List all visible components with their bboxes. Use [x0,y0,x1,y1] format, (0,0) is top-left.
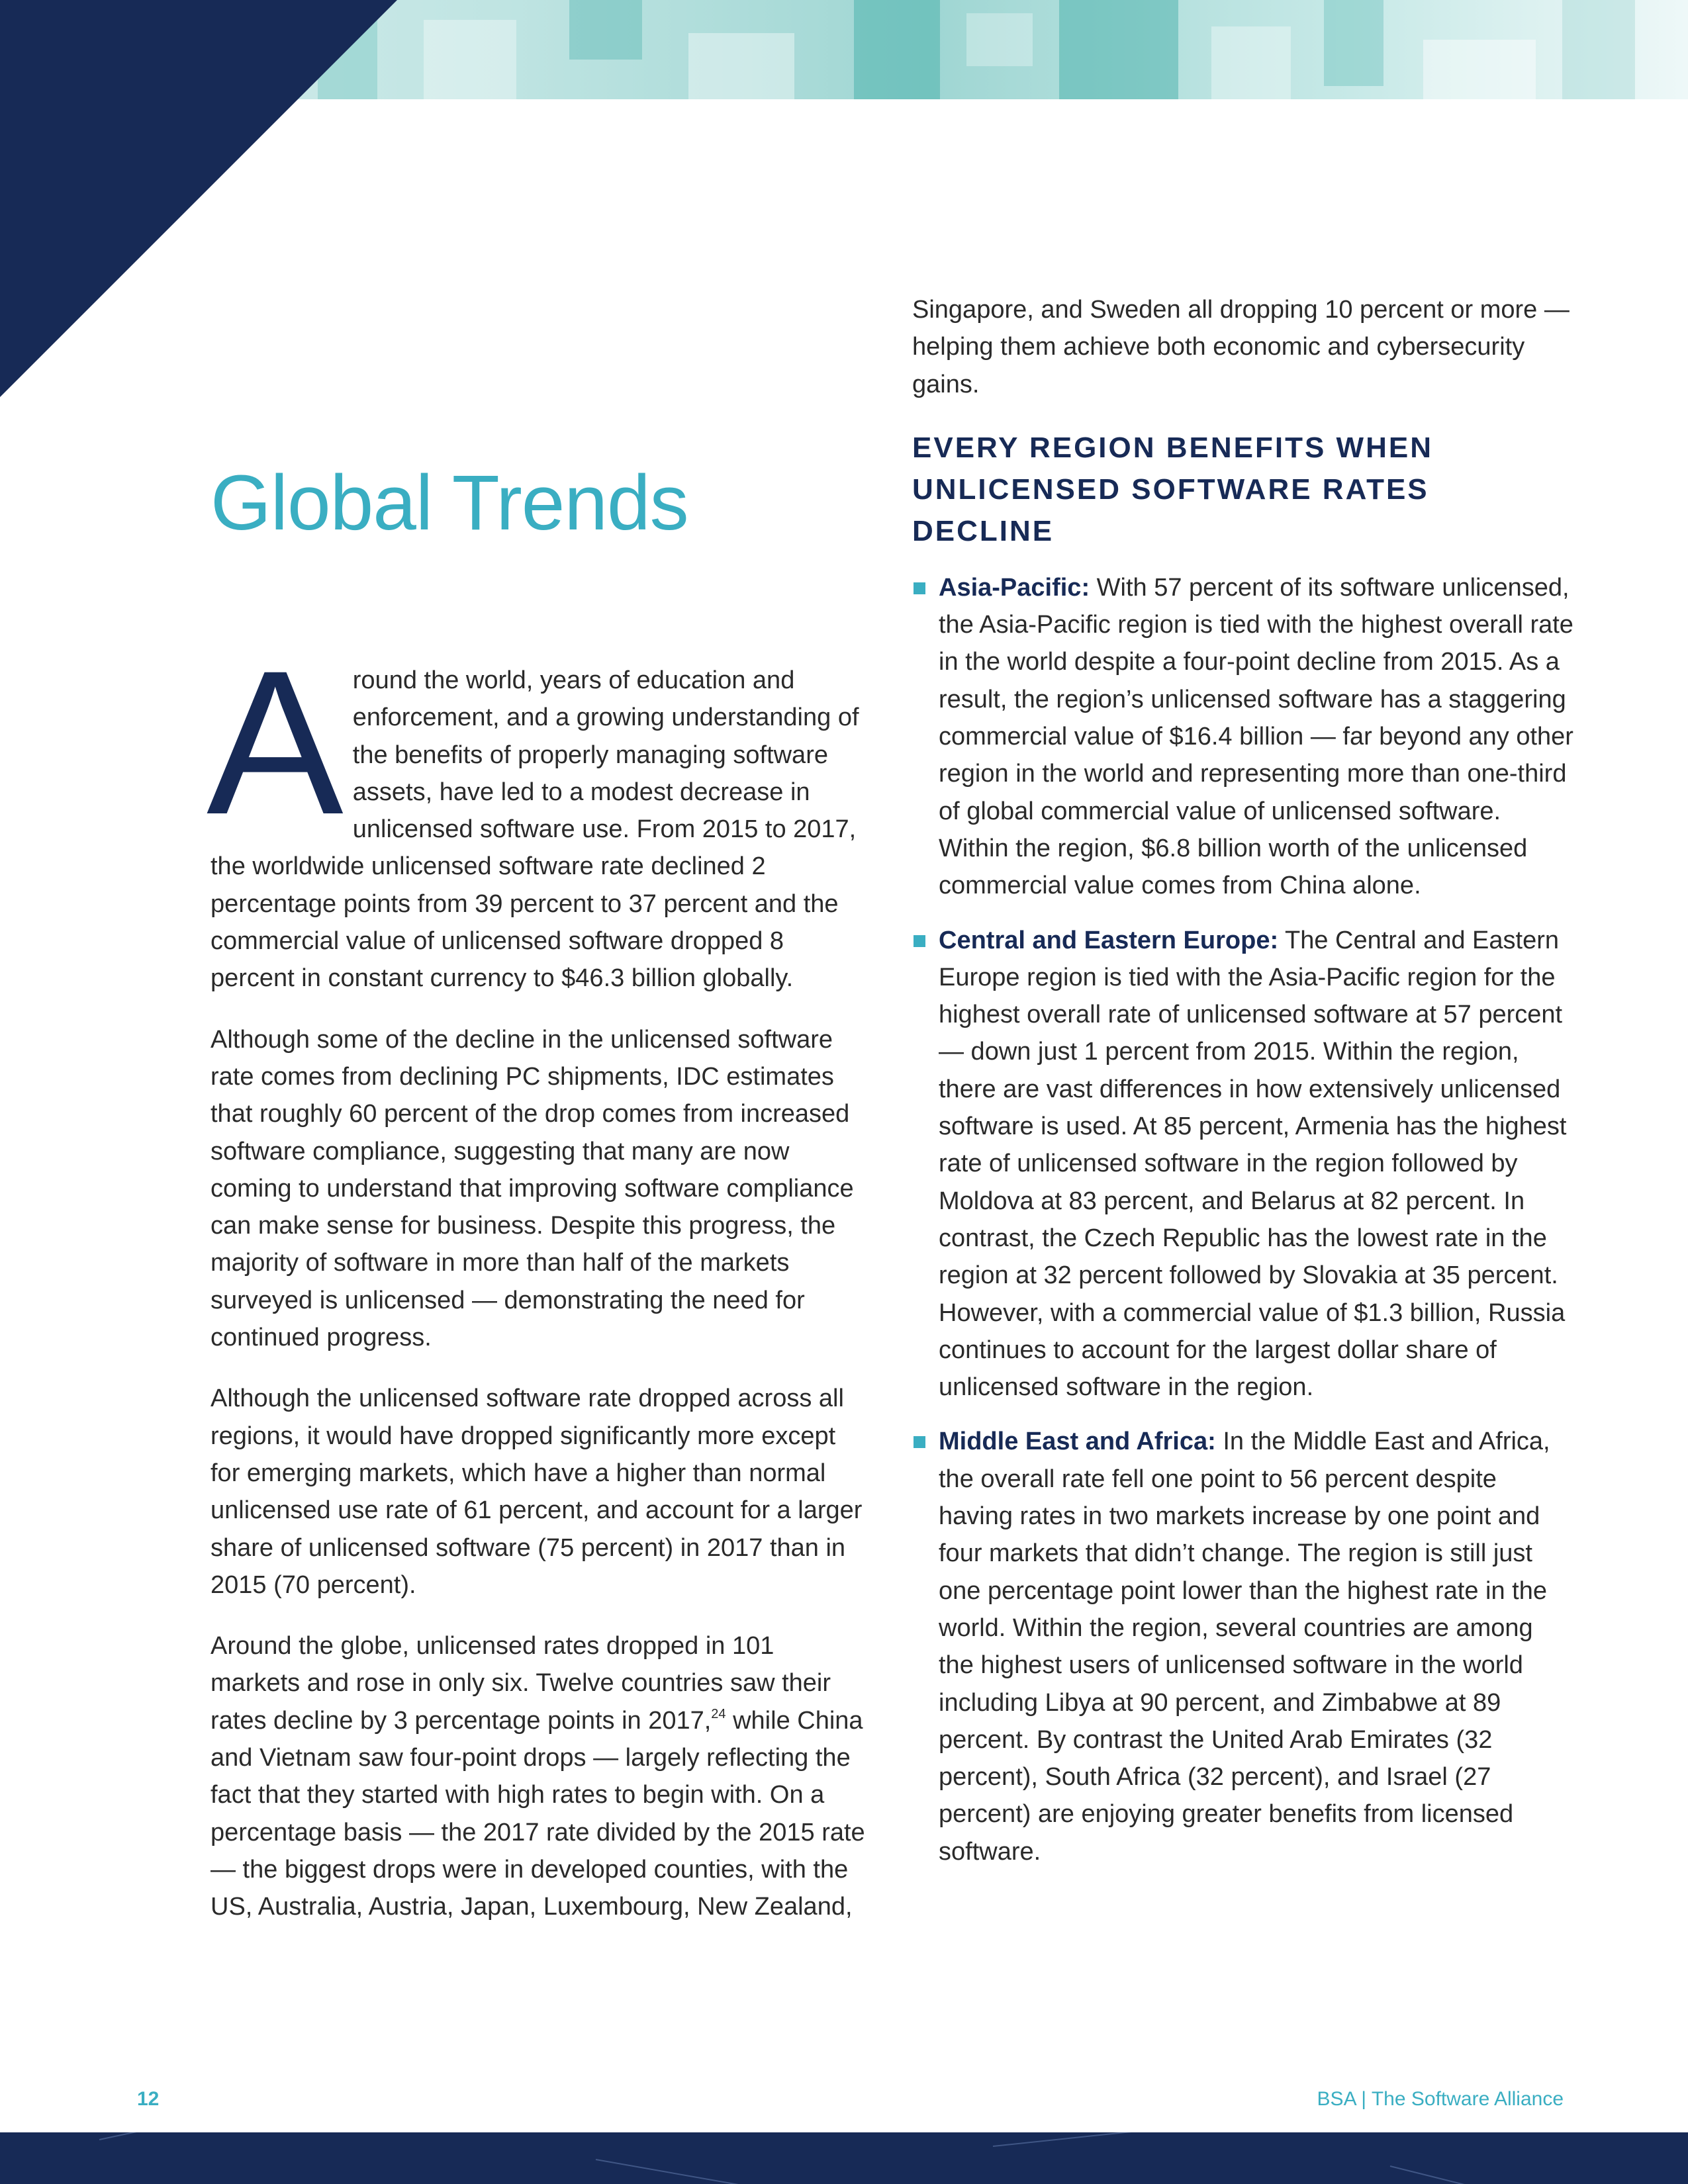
section-heading: EVERY REGION BENEFITS WHEN UNLICENSED SOFTWARE RATES DECLINE [912,431,1433,547]
drop-cap: A [207,627,344,857]
corner-triangle-decoration [0,0,397,397]
bullet-square-icon [914,935,925,947]
intro-paragraph-2: Although some of the decline in the unlicensed software rate comes from declining PC shipments, IDC estimates that roughly 60 percent of the drop comes from increased software compliance, suggesting that many are now coming to understand that improving software compliance can make sense for business. Despite this progress, the majority of software in more than half of the markets surveyed is unlicensed — demonstrating the need for continued progress. [211,1025,854,1352]
region-text: With 57 percent of its software unlicensed, the Asia-Pacific region is tied with the highest overall rate in the world despite a four-point decline from 2015. As a result, the region’s unlicensed software has a staggering commercial value of $16.4 billion — far beyond any other region in the world and representing more than one-third of global commercial value of unlicensed software. Within the region, $6.8 billion worth of the unlicensed commercial value comes from China alone. [939,573,1573,900]
region-item-central-eastern-europe [912,922,1574,1406]
intro-paragraph-4-text-a: Around the globe, unlicensed rates dropped in 101 markets and rose in only six. Twelve countries saw their rates decline by 3 percentage points in 2017, [211,1632,831,1735]
page-number: 12 [137,2088,160,2110]
right-column [912,291,1574,1888]
intro-paragraph-1-text: round the world, years of education and enforcement, and a growing understanding of the benefits of properly managing software assets, have led to a modest decrease in unlicensed software use. From 2015 to 2017, the worldwide unlicensed software rate declined 2 percentage points from 39 percent to 37 percent and the commercial value of unlicensed software dropped 8 percent in constant currency to $46.3 billion globally. [211,666,859,993]
region-label: Central and Eastern Europe: [939,926,1279,954]
page-title: Global Trends [211,459,688,547]
bullet-square-icon [914,582,925,594]
continuation-paragraph: Singapore, and Sweden all dropping 10 percent or more — helping them achieve both economic and cybersecurity gains. [912,296,1570,398]
region-list [912,569,1574,1870]
intro-paragraph-3: Although the unlicensed software rate dropped across all regions, it would have dropped significantly more except for emerging markets, which have a higher than normal unlicensed use rate of 61 percent, and account for a larger share of unlicensed software (75 percent) in 2017 than in 2015 (70 percent). [211,1385,863,1599]
bullet-square-icon [914,1436,925,1448]
region-label: Asia-Pacific: [939,573,1090,602]
intro-paragraph-4 [211,1627,866,1925]
region-item-middle-east-africa [912,1423,1574,1870]
region-item-asia-pacific [912,569,1574,905]
footer-brand: BSA | The Software Alliance [1317,2088,1564,2110]
intro-paragraph-1 [207,627,866,997]
left-column [207,627,866,1950]
region-text: In the Middle East and Africa, the overall rate fell one point to 56 percent despite having rates in two markets increase by one point and four markets that didn’t change. The region is still just one percentage point lower than the highest rate in the world. Within the region, several countries are among the highest users of unlicensed software in the world including Libya at 90 percent, and Zimbabwe at 89 percent. By contrast the United Arab Emirates (32 percent), South Africa (32 percent), and Israel (27 percent) are enjoying greater benefits from licensed software. [939,1428,1550,1866]
footer-band [0,2132,1688,2184]
region-label: Middle East and Africa: [939,1428,1216,1456]
region-text: The Central and Eastern Europe region is tied with the Asia-Pacific region for the highest overall rate of unlicensed software at 57 percent — down just 1 percent from 2015. Within the region, there are vast differences in how extensively unlicensed software is used. At 85 percent, Armenia has the highest rate of unlicensed software in the region followed by Moldova at 83 percent, and Belarus at 82 percent. In contrast, the Czech Republic has the lowest rate in the region at 32 percent followed by Slovakia at 35 percent. However, with a commercial value of $1.3 billion, Russia continues to account for the largest dollar share of unlicensed software in the region. [939,926,1567,1402]
intro-paragraph-4-text-b: while China and Vietnam saw four-point drops — largely reflecting the fact that they started with high rates to begin with. On a percentage basis — the 2017 rate divided by the 2015 rate — the biggest drops were in developed counties, with the US, Australia, Austria, Japan, Luxembourg, New Zealand, [211,1706,865,1921]
footnote-marker: 24 [711,1706,726,1721]
